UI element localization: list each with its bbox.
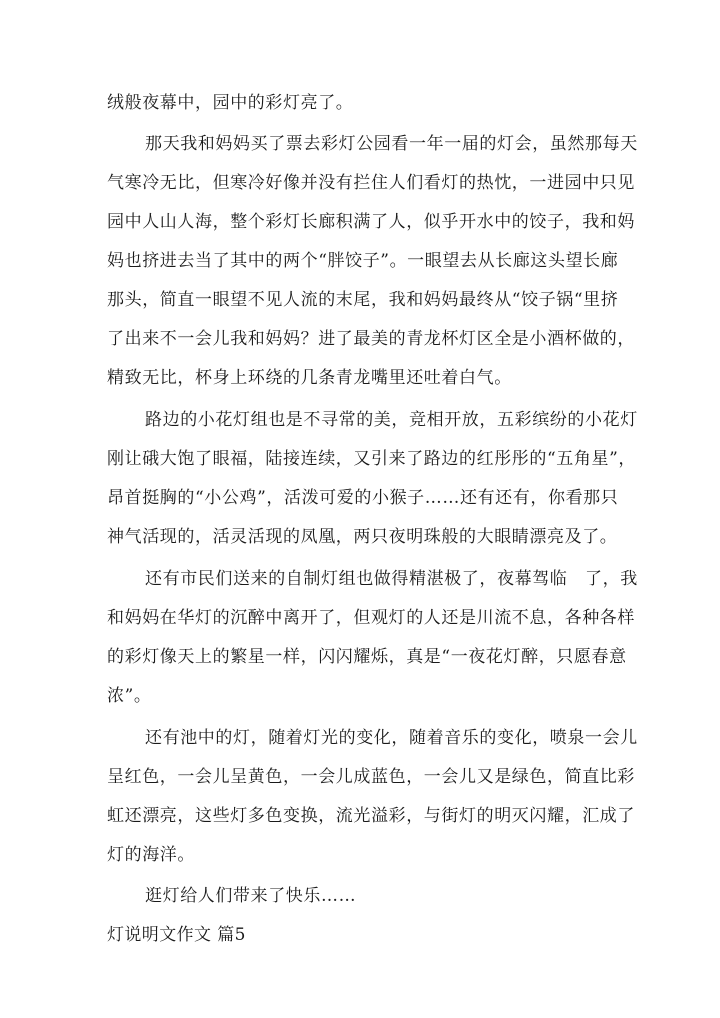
paragraph-line: 绒般夜幕中，园中的彩灯亮了。 xyxy=(107,93,354,113)
paragraph-line: 那天我和妈妈买了票去彩灯公园看一年一届的灯会，虽然那每天 xyxy=(145,134,638,154)
paragraph-line: 神气活现的，活灵活现的凤凰，两只夜明珠般的大眼睛漂亮及了。 xyxy=(107,527,618,547)
paragraph-line: 刚让硪大饱了眼福，陆接连续，又引来了路边的红彤彤的“五角星”， xyxy=(107,449,636,469)
paragraph-line: 呈红色，一会儿呈黄色，一会儿成蓝色，一会儿又是绿色，简直比彩 xyxy=(107,767,635,787)
paragraph-line: 的彩灯像天上的繁星一样，闪闪耀烁，真是“一夜花灯醉，只愿春意 xyxy=(107,647,627,667)
paragraph-line: 气寒冷无比，但寒冷好像并没有拦住人们看灯的热忱，一进园中只见 xyxy=(107,173,635,193)
paragraph-line: 妈也挤进去当了其中的两个“胖饺子”。一眼望去从长廊这头望长廊 xyxy=(107,251,619,271)
paragraph-line: 浓”。 xyxy=(107,686,152,706)
paragraph-line: 园中人山人海，整个彩灯长廊积满了人，似乎开水中的饺子，我和妈 xyxy=(107,212,635,232)
paragraph-line: 虹还漂亮，这些灯多色变换，流光溢彩，与街灯的明灭闪耀，汇成了 xyxy=(107,806,635,826)
paragraph-line: 还有池中的灯，随着灯光的变化，随着音乐的变化，喷泉一会儿 xyxy=(145,728,638,748)
paragraph-line: 灯的海洋。 xyxy=(107,845,195,865)
paragraph-line: 和妈妈在华灯的沉醉中离开了，但观灯的人还是川流不息，各种各样 xyxy=(107,608,635,628)
paragraph-line: 精致无比，杯身上环绕的几条青龙嘴里还吐着白气。 xyxy=(107,368,512,388)
paragraph-line: 逛灯给人们带来了快乐…… xyxy=(145,886,357,906)
paragraph-line: 了出来不一会儿我和妈妈？进了最美的青龙杯灯区全是小酒杯做的， xyxy=(107,329,635,349)
paragraph-line: 还有市民们送来的自制灯组也做得精湛极了，夜幕驾临 了，我 xyxy=(145,569,638,589)
paragraph-line: 路边的小花灯组也是不寻常的美，竞相开放，五彩缤纷的小花灯 xyxy=(145,410,638,430)
paragraph-line: 昂首挺胸的“小公鸡”，活泼可爱的小猴子……还有还有，你看那只 xyxy=(107,488,619,508)
paragraph-line: 那头，简直一眼望不见人流的末尾，我和妈妈最终从“饺子锅“里挤 xyxy=(107,290,619,310)
section-heading: 灯说明文作文 篇5 xyxy=(107,925,246,945)
